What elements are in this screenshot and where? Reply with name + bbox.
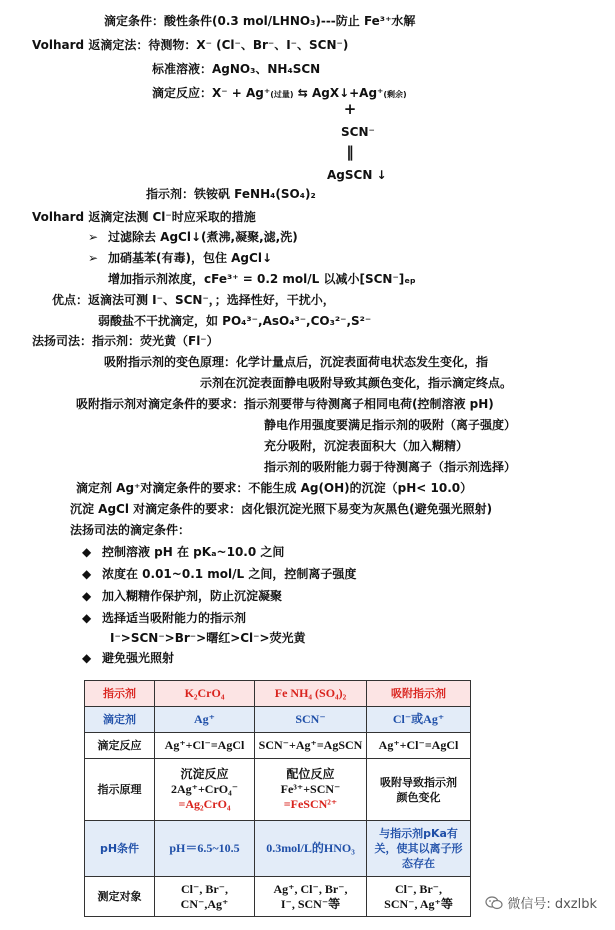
cell-ph-1: pH＝6.5~10.5 bbox=[155, 821, 255, 877]
indicator-line: 指示剂：铁铵矾 FeNH₄(SO₄)₂ bbox=[146, 187, 316, 201]
cell-principle-3: 吸附导致指示剂颜色变化 bbox=[367, 759, 471, 821]
table-row-titrant bbox=[85, 707, 471, 733]
volhard-analyte-line: Volhard 返滴定法：待测物：X⁻ (Cl⁻、Br⁻、I⁻、SCN⁻) bbox=[32, 38, 349, 52]
cell-principle-1 bbox=[155, 759, 255, 821]
advantages-weak-acid-line: 弱酸盐不干扰滴定，如 PO₄³⁻,AsO₄³⁻,CO₃²⁻,S²⁻ bbox=[98, 314, 372, 328]
cell-reaction-label: 滴定反应 bbox=[85, 733, 155, 759]
principle-2-line-b: Fe³⁺+SCN⁻ bbox=[280, 782, 341, 796]
table-row-objects bbox=[85, 877, 471, 917]
cell-objects-label: 测定对象 bbox=[85, 877, 155, 917]
cell-indicator-label: 指示剂 bbox=[85, 681, 155, 707]
cell-fenh4so4: Fe NH₄ (SO₄)₂ bbox=[255, 681, 367, 707]
reaction-part-2: ⇆ AgX↓+Ag⁺ bbox=[293, 86, 384, 100]
agcl-requirement-line: 沉淀 AgCl 对滴定条件的要求：卤化银沉淀光照下易变为灰黑色(避免强光照射) bbox=[70, 502, 493, 516]
diamond-bullet-icon: ◆ bbox=[82, 545, 92, 559]
cell-titrant-label: 滴定剂 bbox=[85, 707, 155, 733]
table-row-principle bbox=[85, 759, 471, 821]
measure-item-nitrobenzene bbox=[88, 250, 272, 266]
agscn-precipitate: AgSCN ↓ bbox=[327, 168, 387, 182]
measure-text: 过滤除去 AgCl↓(煮沸,凝聚,滤,洗) bbox=[108, 230, 298, 244]
wechat-icon bbox=[485, 896, 503, 910]
diamond-bullet-icon: ◆ bbox=[82, 589, 92, 603]
titrant-requirement-line: 滴定剂 Ag⁺对滴定条件的要求：不能生成 Ag(OH)的沉淀（pH< 10.0） bbox=[76, 481, 473, 495]
wechat-watermark bbox=[485, 893, 597, 912]
principle-2-line-a: 配位反应 bbox=[286, 767, 335, 781]
plus-sign: + bbox=[343, 100, 357, 118]
requirement-indicator-choice: 指示剂的吸附能力弱于待测离子（指示剂选择） bbox=[264, 460, 517, 474]
principle-1-line-a: 沉淀反应 bbox=[180, 767, 229, 781]
cell-titrant-3: Cl⁻或Ag⁺ bbox=[367, 707, 471, 733]
volhard-cl-measures-title: Volhard 返滴定法测 Cl⁻时应采取的措施 bbox=[32, 210, 256, 224]
table-row-reaction bbox=[85, 733, 471, 759]
measure-item-filter bbox=[88, 229, 298, 245]
condition-text: 浓度在 0.01~0.1 mol/L 之间，控制离子强度 bbox=[102, 567, 357, 581]
titration-reaction-line bbox=[152, 85, 407, 103]
measure-text: 加硝基苯(有毒)，包住 AgCl↓ bbox=[108, 251, 272, 265]
indicator-requirements-line: 吸附指示剂对滴定条件的要求：指示剂要带与待测离子相同电荷(控制溶液 pH) bbox=[76, 397, 494, 411]
condition-item-concentration bbox=[82, 566, 356, 582]
cell-principle-label: 指示原理 bbox=[85, 759, 155, 821]
cell-reaction-1: Ag⁺+Cl⁻=AgCl bbox=[155, 733, 255, 759]
principle-1-line-c: =Ag₂CrO₄ bbox=[178, 797, 231, 811]
standard-solution-line: 标准溶液：AgNO₃、NH₄SCN bbox=[152, 62, 321, 76]
table-row-indicator bbox=[85, 681, 471, 707]
cell-objects-1: Cl⁻, Br⁻, CN⁻,Ag⁺ bbox=[155, 877, 255, 917]
adsorption-principle-line-2: 示剂在沉淀表面静电吸附导致其颜色变化，指示滴定终点。 bbox=[200, 376, 513, 390]
cell-adsorption-indicator: 吸附指示剂 bbox=[367, 681, 471, 707]
cell-titrant-1: Ag⁺ bbox=[155, 707, 255, 733]
cell-ph-3: 与指示剂pKa有关，使其以离子形态存在 bbox=[367, 821, 471, 877]
watermark-text: 微信号: dxzlbk bbox=[507, 897, 597, 912]
cell-objects-3: Cl⁻, Br⁻, SCN⁻, Ag⁺等 bbox=[367, 877, 471, 917]
reaction-remain-label: (剩余) bbox=[383, 90, 407, 99]
condition-item-dextrin bbox=[82, 588, 282, 604]
principle-1-line-b: 2Ag⁺+CrO₄⁻ bbox=[170, 782, 239, 796]
condition-item-ph bbox=[82, 544, 284, 560]
advantages-line: 优点：返滴法可测 I⁻、SCN⁻，；选择性好，干扰小， bbox=[52, 293, 335, 307]
cell-k2cro4: K₂CrO₄ bbox=[155, 681, 255, 707]
scn-ion: SCN⁻ bbox=[341, 125, 375, 139]
cell-ph-label: pH条件 bbox=[85, 821, 155, 877]
requirement-ionic-strength: 静电作用强度要满足指示剂的吸附（离子强度） bbox=[264, 418, 517, 432]
diamond-bullet-icon: ◆ bbox=[82, 651, 92, 665]
adsorption-order-line: I⁻>SCN⁻>Br⁻>曙红>Cl⁻>荧光黄 bbox=[110, 631, 306, 645]
reaction-part-1: 滴定反应：X⁻ + Ag⁺ bbox=[152, 86, 271, 100]
fajans-conditions-title: 法扬司法的滴定条件： bbox=[70, 523, 191, 537]
arrow-bullet-icon: ➢ bbox=[88, 230, 99, 244]
summary-table bbox=[84, 680, 471, 917]
condition-text: 避免强光照射 bbox=[102, 651, 175, 665]
measure-item-concentration: 增加指示剂浓度，cFe³⁺ = 0.2 mol/L 以减小[SCN⁻]ₑₚ bbox=[108, 272, 416, 286]
condition-text: 加入糊精作保护剂，防止沉淀凝聚 bbox=[102, 589, 283, 603]
diamond-bullet-icon: ◆ bbox=[82, 611, 92, 625]
double-bar: ‖ bbox=[346, 143, 354, 161]
principle-2-line-c: =FeSCN²⁺ bbox=[283, 797, 338, 811]
cell-ph-2: 0.3mol/L的HNO₃ bbox=[255, 821, 367, 877]
diamond-bullet-icon: ◆ bbox=[82, 567, 92, 581]
condition-text: 控制溶液 pH 在 pKₐ~10.0 之间 bbox=[102, 545, 285, 559]
table-row-ph bbox=[85, 821, 471, 877]
fajans-indicator-line: 法扬司法：指示剂：荧光黄（Fl⁻） bbox=[32, 334, 219, 348]
adsorption-principle-line-1: 吸附指示剂的变色原理：化学计量点后，沉淀表面荷电状态发生变化，指 bbox=[104, 355, 489, 369]
arrow-bullet-icon: ➢ bbox=[88, 251, 99, 265]
cell-principle-2 bbox=[255, 759, 367, 821]
requirement-dextrin: 充分吸附，沉淀表面积大（加入糊精） bbox=[264, 439, 469, 453]
cell-objects-2: Ag⁺, Cl⁻, Br⁻, I⁻, SCN⁻等 bbox=[255, 877, 367, 917]
condition-text: 选择适当吸附能力的指示剂 bbox=[102, 611, 247, 625]
cell-reaction-2: SCN⁻+Ag⁺=AgSCN bbox=[255, 733, 367, 759]
cell-titrant-2: SCN⁻ bbox=[255, 707, 367, 733]
titration-condition-line: 滴定条件：酸性条件(0.3 mol/LHNO₃)---防止 Fe³⁺水解 bbox=[104, 14, 416, 28]
cell-reaction-3: Ag⁺+Cl⁻=AgCl bbox=[367, 733, 471, 759]
reaction-excess-label: (过量) bbox=[270, 90, 294, 99]
condition-item-light bbox=[82, 650, 174, 666]
condition-item-indicator bbox=[82, 610, 246, 626]
